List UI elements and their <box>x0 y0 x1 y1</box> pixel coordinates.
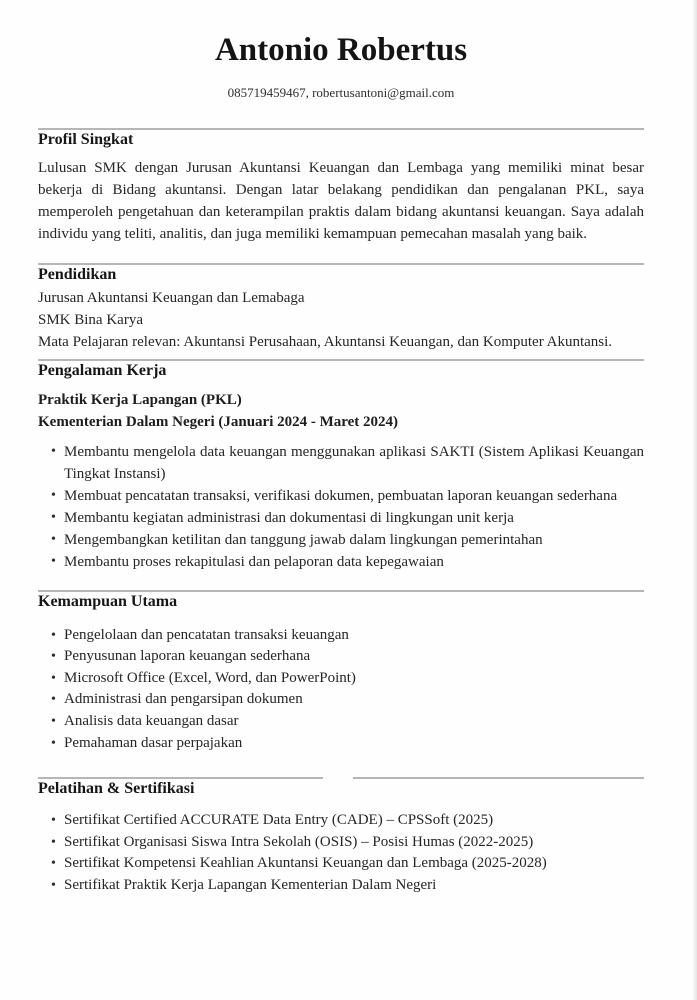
education-subjects: Mata Pelajaran relevan: Akuntansi Perusahaan, Akuntansi Keuangan, dan Komputer Akuntansi. <box>38 333 613 350</box>
certification-bullet: • Sertifikat Certified ACCURATE Data Entry (CADE) – CPSSoft (2025) <box>38 810 644 832</box>
education-school: SMK Bina Karya <box>38 311 143 328</box>
skill-bullet: • Penyusunan laporan keuangan sederhana <box>38 646 644 668</box>
section-heading-kemampuan: Kemampuan Utama <box>38 592 178 610</box>
experience-bullet-list <box>38 441 644 573</box>
page-edge-shadow <box>692 0 697 1000</box>
experience-bullet: • Membantu mengelola data keuangan menggunakan aplikasi SAKTI (Sistem Aplikasi Keuangan Tingkat Instansi) <box>38 441 644 485</box>
section-heading-profil: Profil Singkat <box>38 130 134 148</box>
experience-bullet: • Membuat pencatatan transaksi, verifikasi dokumen, pembuatan laporan keuangan sederhana <box>38 485 644 507</box>
profile-summary-paragraph: Lulusan SMK dengan Jurusan Akuntansi Keuangan dan Lembaga yang memiliki minat besar bekerja di Bidang akuntansi. Dengan latar belakang pendidikan dan pengalanan PKL, saya memperoleh pengetahuan dan keterampilan praktis dalam bidang akuntansi keuangan. Saya adalah individu yang teliti, analitis, dan juga memiliki kemampuan pemecahan masalah yang baik. <box>38 159 644 242</box>
skill-bullet: • Analisis data keuangan dasar <box>38 711 644 733</box>
section-pelatihan-sertifikasi <box>38 779 644 896</box>
experience-bullet: • Mengembangkan ketilitan dan tanggung jawab dalam lingkungan pemerintahan <box>38 529 644 551</box>
experience-bullet: • Membantu kegiatan administrasi dan dokumentasi di lingkungan unit kerja <box>38 507 644 529</box>
section-pendidikan <box>38 265 644 353</box>
education-major: Jurusan Akuntansi Keuangan dan Lemabaga <box>38 289 305 306</box>
contact-line: 085719459467, robertusantoni@gmail.com <box>227 84 455 100</box>
experience-role: Praktik Kerja Lapangan (PKL) <box>38 391 242 408</box>
education-lines <box>38 287 644 353</box>
person-name: Antonio Robertus <box>214 32 468 68</box>
certification-bullet-list <box>38 810 644 896</box>
section-kemampuan-utama <box>38 592 644 755</box>
experience-bullet: • Membantu proses rekapitulasi dan pelaporan data kepegawaian <box>38 551 644 573</box>
divider-segment-right <box>353 777 644 779</box>
skill-bullet: • Administrasi dan pengarsipan dokumen <box>38 689 644 711</box>
section-profil-singkat <box>38 130 644 245</box>
skill-bullet: • Microsoft Office (Excel, Word, dan PowerPoint) <box>38 668 644 690</box>
section-heading-pengalaman: Pengalaman Kerja <box>38 361 167 379</box>
certification-bullet: • Sertifikat Praktik Kerja Lapangan Kementerian Dalam Negeri <box>38 875 644 897</box>
certification-bullet: • Sertifikat Kompetensi Keahlian Akuntansi Keuangan dan Lembaga (2025-2028) <box>38 853 644 875</box>
skill-bullet: • Pemahaman dasar perpajakan <box>38 733 644 755</box>
skill-bullet-list <box>38 625 644 755</box>
experience-organization: Kementerian Dalam Negeri (Januari 2024 - Maret 2024) <box>38 413 399 430</box>
certification-bullet: • Sertifikat Organisasi Siswa Intra Sekolah (OSIS) – Posisi Humas (2022-2025) <box>38 832 644 854</box>
skill-bullet: • Pengelolaan dan pencatatan transaksi keuangan <box>38 625 644 647</box>
section-heading-pendidikan: Pendidikan <box>38 265 117 283</box>
section-heading-pelatihan: Pelatihan & Sertifikasi <box>38 780 195 798</box>
section-pengalaman-kerja <box>38 361 644 573</box>
resume-header <box>38 0 644 101</box>
